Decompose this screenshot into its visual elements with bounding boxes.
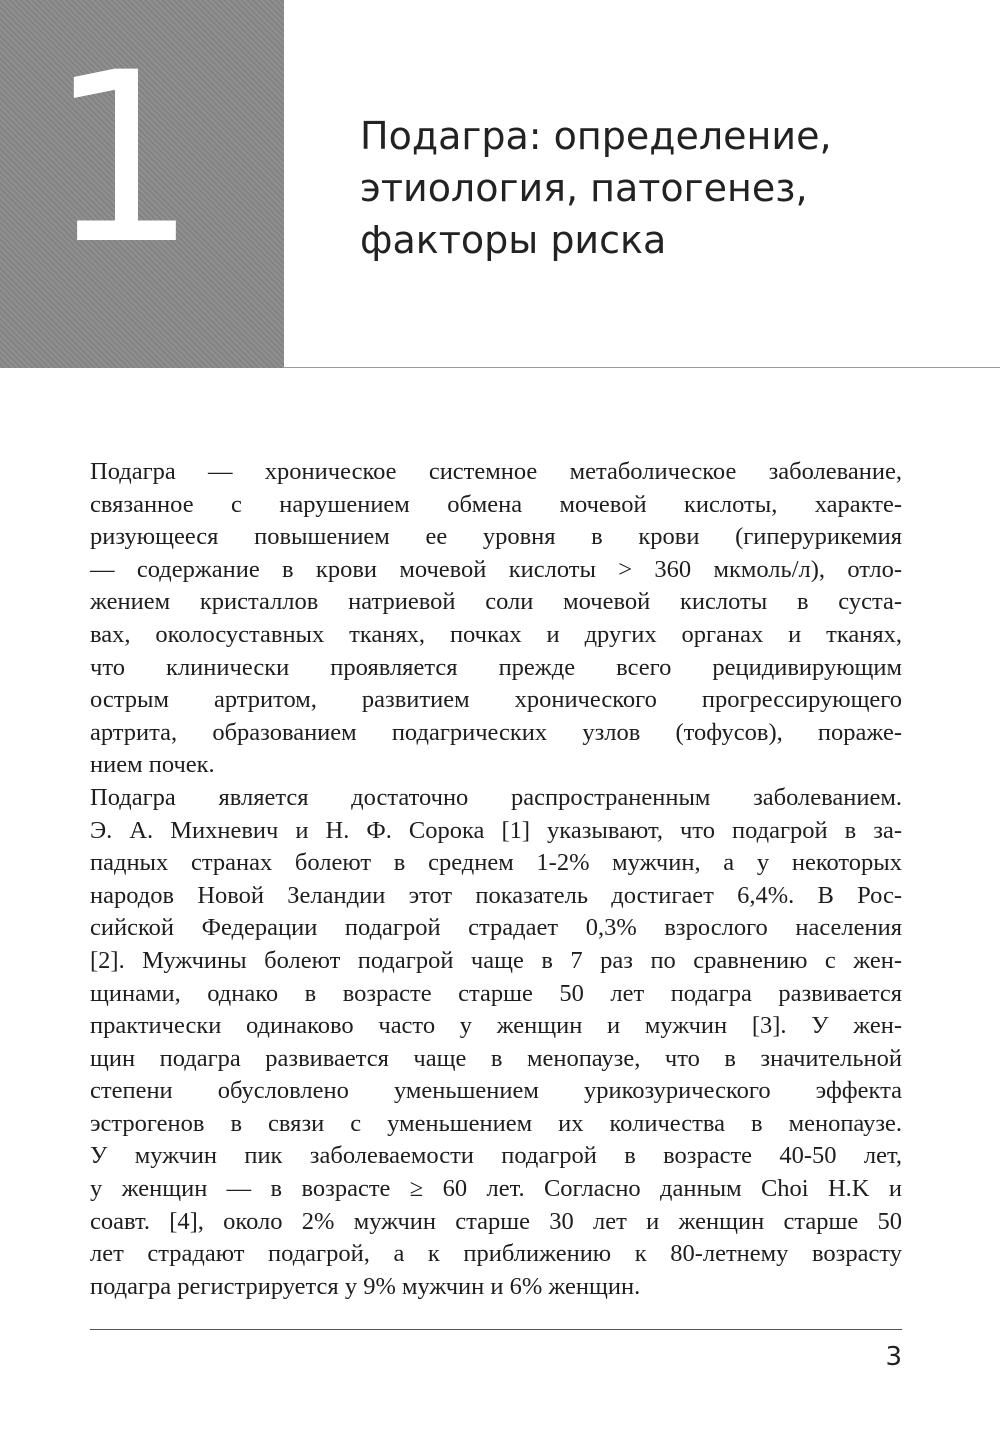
text-line: У мужчин пик заболеваемости подагрой в возрасте 40-50 лет, (90, 1142, 902, 1170)
text-line: жением кристаллов натриевой соли мочевой кислоты в суста- (90, 588, 902, 616)
text-line: — содержание в крови мочевой кислоты > 360 мкмоль/л), отло- (90, 555, 902, 583)
text-line: [2]. Мужчины болеют подагрой чаще в 7 раз по сравнению с жен- (90, 946, 902, 974)
text-line: связанное с нарушением обмена мочевой кислоты, характе- (90, 490, 902, 518)
text-line: щинами, однако в возрасте старше 50 лет подагра развивается (90, 979, 902, 1007)
text-line: соавт. [4], около 2% мужчин старше 30 лет и женщин старше 50 (90, 1207, 902, 1235)
header-divider (284, 367, 1000, 368)
text-line: сийской Федерации подагрой страдает 0,3% взрослого населения (90, 914, 902, 942)
chapter-number: 1 (48, 23, 198, 296)
text-line: нием почек. (90, 751, 215, 779)
text-line: лет страдают подагрой, а к приближению к 80-летнему возрасту (90, 1240, 902, 1268)
text-line: Подагра является достаточно распространенным заболеванием. (90, 783, 902, 811)
text-line: эстрогенов в связи с уменьшением их количества в менопаузе. (90, 1109, 902, 1137)
footer-divider (90, 1329, 902, 1330)
chapter-title-line: факторы риска (360, 218, 667, 262)
page-number: 3 (885, 1342, 902, 1372)
text-line: падных странах болеют в среднем 1-2% мужчин, а у некоторых (90, 849, 902, 877)
chapter-title-line: этиология, патогенез, (360, 166, 808, 210)
text-line: Э. А. Михневич и Н. Ф. Сорока [1] указывают, что подагрой в за- (90, 816, 902, 844)
text-line: подагра регистрируется у 9% мужчин и 6% женщин. (90, 1272, 641, 1300)
text-line: степени обусловлено уменьшением урикозурического эффекта (90, 1077, 902, 1105)
text-line: что клинически проявляется прежде всего рецидивирующим (90, 653, 902, 681)
chapter-title-line: Подагра: определение, (360, 114, 832, 158)
body-text (90, 456, 902, 1303)
text-line: острым артритом, развитием хронического прогрессирующего (90, 686, 902, 714)
paragraph-epidemiology (90, 782, 902, 1304)
text-line: ризующееся повышением ее уровня в крови (гиперурикемия (90, 523, 902, 551)
text-line: артрита, образованием подагрических узлов (тофусов), пораже- (90, 718, 902, 746)
text-line: вах, околосуставных тканях, почках и других органах и тканях, (90, 620, 902, 648)
text-line: щин подагра развивается чаще в менопаузе, что в значительной (90, 1044, 902, 1072)
chapter-title (360, 110, 960, 266)
text-line: народов Новой Зеландии этот показатель достигает 6,4%. В Рос- (90, 881, 902, 909)
paragraph-definition (90, 456, 902, 782)
chapter-number-block (0, 0, 284, 368)
text-line: практически одинаково часто у женщин и мужчин [3]. У жен- (90, 1012, 902, 1040)
text-line: у женщин — в возрасте ≥ 60 лет. Согласно данным Choi H.K и (90, 1175, 902, 1203)
text-line: Подагра — хроническое системное метаболическое заболевание, (90, 458, 902, 485)
